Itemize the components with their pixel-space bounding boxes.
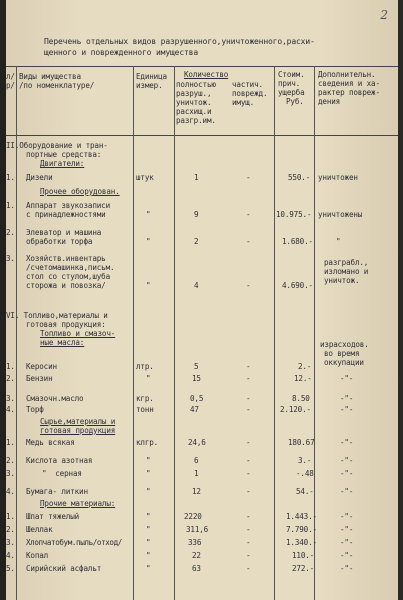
row-num: 1. — [6, 362, 15, 371]
doc-title-line-2: щенного и поврежденного имущества — [44, 48, 198, 57]
row-num: 2. — [6, 228, 15, 237]
row-cost: 2.120.- — [280, 405, 311, 414]
header-full-5: разгр.им. — [176, 116, 216, 125]
row-unit: " — [146, 237, 151, 246]
row-unit: " — [146, 281, 151, 290]
row-num: 5. — [6, 564, 15, 573]
row-partial: - — [246, 538, 251, 547]
row-cost: 110.- — [292, 551, 315, 560]
row-partial: - — [246, 405, 251, 414]
row-full: 336 — [188, 538, 202, 547]
row-full: 22 — [192, 551, 201, 560]
row-name-cont: /счетомашинка,письм. — [26, 263, 115, 272]
row-num: 4. — [6, 551, 15, 560]
header-name-2: /по номенклатуре/ — [19, 81, 95, 90]
header-partial-2: поврежд. — [232, 89, 268, 98]
row-num: 3. — [6, 394, 15, 403]
row-name: Шпат тяжелый — [26, 512, 80, 521]
row-full: 9 — [194, 210, 199, 219]
row-partial: - — [246, 362, 251, 371]
header-cost-1: Стоим. — [278, 70, 305, 79]
row-full: 24,6 — [188, 438, 206, 447]
row-unit: " — [146, 525, 151, 534]
row-full: 63 — [192, 564, 201, 573]
col-divider-qty — [174, 66, 175, 600]
header-partial-1: частич. — [232, 80, 263, 89]
col-divider-unit — [133, 66, 134, 600]
row-num: 1. — [6, 512, 15, 521]
row-note: израсходов. — [320, 340, 369, 349]
row-num: 2. — [6, 374, 15, 383]
section-6-subheading-1-cont: ные масла: — [40, 338, 85, 347]
row-partial: - — [246, 469, 251, 478]
header-bottom-rule — [6, 135, 398, 136]
row-num: 3. — [6, 469, 15, 478]
row-unit: лтр. — [136, 362, 154, 371]
row-num: 1. — [6, 201, 15, 210]
row-note: -"- — [340, 374, 354, 383]
row-name: Хлопчатобум.пыль/отход/ — [26, 538, 122, 547]
row-unit: " — [146, 374, 151, 383]
row-unit: клгр. — [136, 438, 159, 447]
header-top-rule — [6, 66, 398, 67]
row-cost: 2.- — [298, 362, 312, 371]
row-name: Хозяйств.инвентарь — [26, 254, 106, 263]
row-note: -"- — [340, 394, 354, 403]
row-note: -"- — [340, 456, 354, 465]
header-full-3: уничтож. — [176, 98, 212, 107]
row-unit: " — [146, 487, 151, 496]
header-name-1: Виды имущества — [19, 72, 81, 81]
row-num: 4. — [6, 405, 15, 414]
row-name: Шеллак — [26, 525, 53, 534]
row-note: -"- — [340, 525, 354, 534]
section-6-subheading-2: Сырье,материалы и — [40, 417, 116, 426]
section-2-title-1: II.Оборудование и тран- — [6, 141, 108, 150]
document-page — [6, 0, 398, 600]
row-num: 2. — [6, 525, 15, 534]
row-note: -"- — [340, 564, 354, 573]
row-cost: 272.- — [292, 564, 315, 573]
row-unit: " — [146, 512, 151, 521]
header-cost-3: ущерба — [278, 88, 305, 97]
row-cost: 10.975.- — [276, 210, 312, 219]
section-6-subheading-2-cont: готовая продукция — [40, 426, 116, 435]
row-cost: 1.340.- — [286, 538, 317, 547]
row-unit: " — [146, 210, 151, 219]
row-unit: " — [146, 456, 151, 465]
row-full: 15 — [192, 374, 201, 383]
header-cost-4: Руб. — [286, 97, 304, 106]
row-unit: " — [146, 469, 151, 478]
header-extra-3: рактер повреж- — [318, 88, 380, 97]
section-6-title-1: VI. Топливо,материалы и — [6, 311, 108, 320]
row-partial: - — [246, 237, 251, 246]
row-name: Аппарат звукозаписи — [26, 201, 111, 210]
row-name: " серная — [42, 469, 82, 478]
row-partial: - — [246, 210, 251, 219]
row-num: 1. — [6, 438, 15, 447]
row-partial: - — [246, 374, 251, 383]
row-full: 5 — [194, 362, 199, 371]
col-divider-cost — [274, 66, 275, 600]
row-unit: " — [146, 551, 151, 560]
row-partial: - — [246, 525, 251, 534]
row-unit: " — [146, 564, 151, 573]
row-num: 3. — [6, 254, 15, 263]
row-cost: 1.443.- — [286, 512, 317, 521]
row-note: -"- — [340, 551, 354, 560]
header-full-1: полностью — [176, 80, 216, 89]
row-name: Торф — [26, 405, 44, 414]
header-full-4: расхищ.и — [176, 107, 212, 116]
row-num: 4. — [6, 487, 15, 496]
row-name-cont: с принадлежностями — [26, 210, 106, 219]
row-partial: - — [246, 512, 251, 521]
row-note: -"- — [340, 487, 354, 496]
row-full: 2 — [194, 237, 199, 246]
section-2-subheading: Двигатели: — [40, 159, 85, 168]
row-name-cont: стол со стулом,шуба — [26, 272, 111, 281]
row-unit: тонн — [136, 405, 154, 414]
row-note: разграбл., — [324, 258, 369, 267]
row-name: Сирийский асфальт — [26, 564, 102, 573]
doc-title-line-1: Перечень отдельных видов разрушенного,уничтоженного,расхи- — [44, 37, 315, 46]
row-cost: 3.- — [298, 456, 312, 465]
row-partial: - — [246, 456, 251, 465]
row-note: " — [336, 237, 341, 246]
row-note: -"- — [340, 512, 354, 521]
row-partial: - — [246, 173, 251, 182]
row-partial: - — [246, 281, 251, 290]
section-6-subheading-3: Прочие материалы: — [40, 499, 116, 508]
row-unit: " — [146, 538, 151, 547]
header-partial-3: имущ. — [232, 98, 255, 107]
row-name: Кислота азотная — [26, 456, 93, 465]
row-full: 6 — [194, 456, 199, 465]
row-note-cont: уничтож. — [324, 276, 360, 285]
row-note: уничтожены — [318, 210, 363, 219]
row-note: -"- — [340, 469, 354, 478]
row-full: 0,5 — [190, 394, 204, 403]
row-name: Копал — [26, 551, 49, 560]
row-note-cont: во время — [324, 349, 360, 358]
row-name: Медь всякая — [26, 438, 75, 447]
row-full: 311,6 — [186, 525, 209, 534]
header-extra-1: Дополнительн. — [318, 70, 376, 79]
header-full-2: разруш., — [176, 89, 212, 98]
row-unit: кгр. — [136, 394, 154, 403]
row-partial: - — [246, 551, 251, 560]
header-quantity: Количество — [184, 70, 229, 79]
row-name: Смазочн.масло — [26, 394, 84, 403]
section-2-subheading-2: Прочее оборудован. — [40, 187, 120, 196]
row-full: 2220 — [184, 512, 202, 521]
row-cost: 4.690.- — [282, 281, 313, 290]
row-note: -"- — [340, 405, 354, 414]
header-prefix-2: р/ — [6, 81, 15, 90]
row-partial: - — [246, 394, 251, 403]
row-cost: 180.67 — [288, 438, 315, 447]
row-full: 1 — [194, 173, 199, 182]
row-partial: - — [246, 438, 251, 447]
row-partial: - — [246, 487, 251, 496]
row-note-cont: оккупации — [324, 358, 364, 367]
row-partial: - — [246, 564, 251, 573]
page-number: 2 — [380, 8, 388, 22]
row-cost: 8.50 — [292, 394, 310, 403]
row-cost: 550.- — [288, 173, 311, 182]
section-6-subheading-1: Топливо и смазоч- — [40, 329, 116, 338]
row-full: 47 — [190, 405, 199, 414]
header-prefix-1: л/ — [6, 72, 15, 81]
header-cost-2: прич. — [278, 79, 301, 88]
row-note: уничтожен — [318, 173, 358, 182]
row-note-cont: изломано и — [324, 267, 369, 276]
row-num: 1. — [6, 173, 15, 182]
row-cost: -.48 — [296, 469, 314, 478]
row-cost: 12.- — [294, 374, 312, 383]
row-note: -"- — [340, 538, 354, 547]
row-name-cont: обработки торфа — [26, 237, 93, 246]
row-cost: 7.790.- — [286, 525, 317, 534]
row-name: Бумага- литкин — [26, 487, 88, 496]
row-num: 3. — [6, 538, 15, 547]
row-note: -"- — [340, 438, 354, 447]
row-name: Бензин — [26, 374, 53, 383]
row-cost: 54.- — [296, 487, 314, 496]
row-num: 2. — [6, 456, 15, 465]
row-name: Элеватор и машина — [26, 228, 102, 237]
header-unit-2: измер. — [136, 81, 163, 90]
row-full: 1 — [194, 469, 199, 478]
row-cost: 1.680.- — [282, 237, 313, 246]
row-full: 4 — [194, 281, 199, 290]
row-full: 12 — [192, 487, 201, 496]
header-unit-1: Единица — [136, 72, 167, 81]
section-6-title-2: готовая продукция: — [26, 320, 106, 329]
row-name: Дизели — [26, 173, 53, 182]
header-extra-4: дения — [318, 97, 341, 106]
row-name-cont: сторожа и повозка/ — [26, 281, 106, 290]
row-unit: штук — [136, 173, 154, 182]
row-name: Керосин — [26, 362, 57, 371]
header-extra-2: сведения и ха- — [318, 79, 380, 88]
section-2-title-2: портные средства: — [26, 150, 102, 159]
